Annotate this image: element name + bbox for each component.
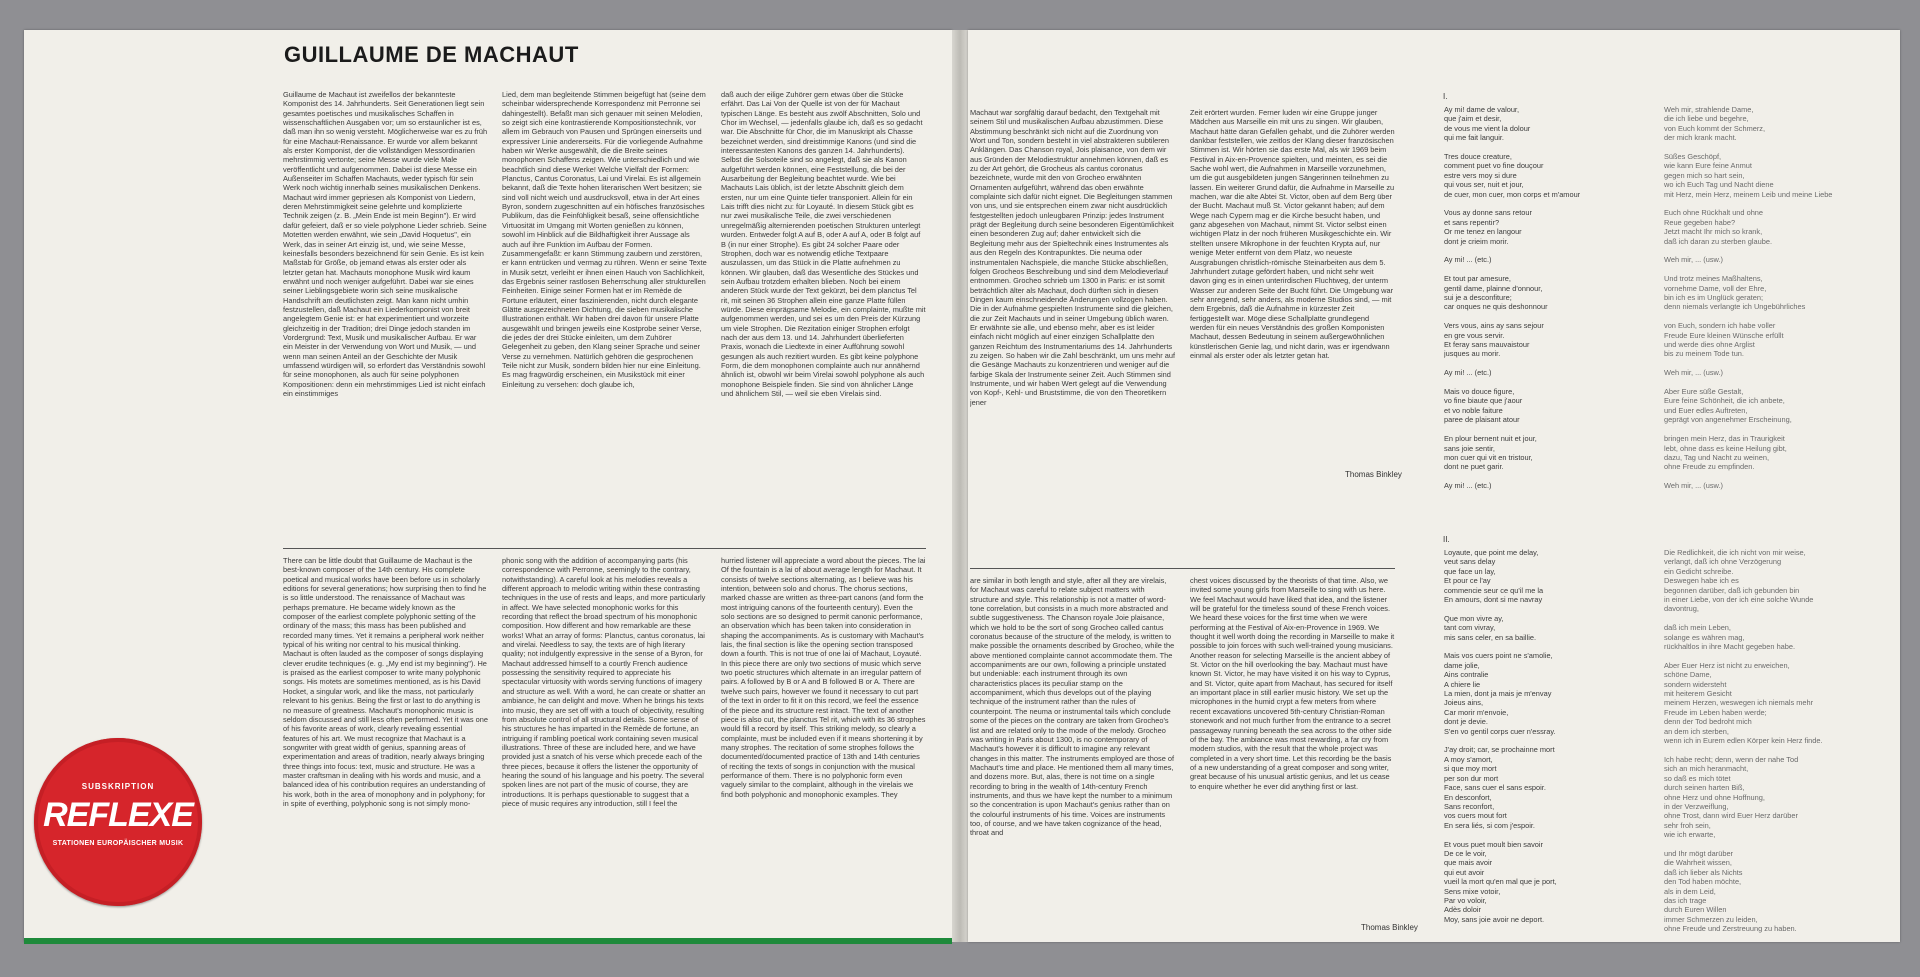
author-signature-german: Thomas Binkley xyxy=(1345,470,1402,479)
poem-line: die Wahrheit wissen, xyxy=(1664,858,1732,868)
german-column-5: Zeit erörtert wurden. Ferner luden wir eine Gruppe junger Mädchen aus Marseille ein mit uns zu singen. Wir glauben, Machaut hätte daran Gefallen gehabt, und die Zuhörer werden dankbar feststellen, wie zeitlos der Klang dieser französischen Stimmen ist. Wir hörten sie das erste Mal, als wir 1969 beim Festival in Aix-en-Provence spielten, und meinten, es sei die Sache wohl wert, die Aufnahmen in Marseille vorzunehmen, um die gut ausgebildeten jungen Sängerinnen teilnehmen zu lassen. Ein weiterer Grund dafür, die Aufnahme in Marseille zu machen, war die alte Abtei St. Victor, oben auf dem Berg über der Bucht. Machaut muß St. Victor gekannt haben; auf dem Wege nach Cypern mag er die Kirche besucht haben, und ganz abgesehen von Machaut, nimmt St. Victor selbst einen wichtigen Platz in der noch früheren Musikgeschichte ein. Wir stellten unsere Mikrophone in der feuchten Krypta auf, nur wenige Meter entfernt von dem Platz, wo neueste Ausgrabungen christlich-römische Steinarbeiten aus dem 5. Jahrhundert zutage gefördert haben, und nicht sehr weit davon ging es in einen unterirdischen Fluchtweg, der unterm Wasser zur anderen Seite der Bucht führt. Die Umgebung war sehr anregend, sehr anders, als moderne Studios sind, — mit dem Ergebnis, daß die Aufnahme in kürzester Zeit fertiggestellt war. Möge diese Schallplatte grundlegend werden für ein neues Verständnis des großen Komponisten Machaut, dessen Bedeutung in seinem außergewöhnlichen künstlerischen Genie lag, und nicht darin, was er irgendwann einmal als erster oder als letzter getan hat. xyxy=(1190,108,1395,360)
poem-line: so daß es mich tötet xyxy=(1664,773,1731,783)
poem-line: Mais vos cuers point ne s'amolie, xyxy=(1444,651,1553,661)
poem-line: Die Redlichkeit, die ich nicht von mir weise, xyxy=(1664,548,1806,557)
poem-line: Und trotz meines Maßhaltens, xyxy=(1664,274,1763,284)
poem-line: Sens mixe votoir, xyxy=(1444,886,1501,896)
poem-line: sich an mich heranmacht, xyxy=(1664,764,1749,774)
poem-line: Jetzt macht Ihr mich so krank, xyxy=(1664,227,1763,237)
poem-line xyxy=(1444,642,1634,651)
poem-line: davontrug, xyxy=(1664,604,1699,614)
poem-line: Süßes Geschöpf, xyxy=(1664,152,1722,162)
poem-line: Weh mir, strahlende Dame, xyxy=(1664,105,1754,114)
poem-line: qui me fait languir. xyxy=(1444,133,1504,143)
poem-1-german xyxy=(1664,105,1894,515)
poem-line: Ay mi! ... (etc.) xyxy=(1444,481,1492,491)
poem-line xyxy=(1664,614,1894,623)
sticker-subscription-label: SUBSKRIPTION xyxy=(81,782,155,791)
poem-line xyxy=(1664,746,1894,755)
poem-line: bin ich es im Unglück geraten; xyxy=(1664,293,1764,303)
english-column-4: are similar in both length and style, after all they are virelais, for Machaut was careful to relate subject matters with structure and style. This relationship is not a matter of word-tone correlation, but consists in a much more abstracted and subtle suggestiveness. The Chanson royale Joie plaisance, which we hold to be the sort of song Grocheo called cantus coronatus because of the structure of the melody, is written to make possible the ornaments described by Grocheo, while the above mentioned complainte cannot accommodate them. The accompaniments are our own, following a principle unstated but undeniable: each instrument through its own characteristics places its peculiar stamp on the accompaniment, which thus develops out of the playing technique of the instrument rather than the rules of counterpoint. The neuma or instrumental tails which conclude some of the pieces on the contrary are taken from Grocheo's list and are related only to the mode of the melody. Grocheo was writing in Paris about 1300, is no contemporary of Machaut's however it is difficult to imagine any relevant changes in this matter. The instruments employed are those of Machaut's time and place. He mentioned them all many times, and dozens more. But, alas, there is not time on a single recording to bring in the wealth of 14th-century French instruments, and thus we have kept the number to a minimum so the concentration is upon Machaut's genius rather than on the colourful instruments of his time. Voices are instruments too, of course, and we have taken cognizance of the head, throat and xyxy=(970,576,1175,838)
poem-line: Moy, sans joie avoir ne deport. xyxy=(1444,914,1545,924)
poem-line: dazu, Tag und Nacht zu weinen, xyxy=(1664,452,1770,462)
reflexe-logo: REFLEXE xyxy=(43,796,193,834)
poem-line: mit Herz, mein Herz, meinem Leib und meine Liebe xyxy=(1664,189,1833,199)
poem-line: ein Gedicht schreibe. xyxy=(1664,566,1734,576)
poem-line: in einer Liebe, von der ich eine solche Wunde xyxy=(1664,595,1814,605)
poem-line: denn der Tod bedroht mich xyxy=(1664,717,1752,727)
poem-line xyxy=(1664,840,1894,849)
poem-line: que mais avoir xyxy=(1444,858,1493,868)
poem-line: mis sans celer, en sa baillie. xyxy=(1444,632,1537,642)
poem-line xyxy=(1444,199,1634,208)
poem-line: Et feray sans mauvaistour xyxy=(1444,340,1530,350)
poem-line: en gre vous servir. xyxy=(1444,330,1505,340)
poem-line: car onques ne quis deshonnour xyxy=(1444,302,1548,312)
poem-line: schöne Dame, xyxy=(1664,670,1712,680)
poem-line: mon cuer qui vit en tristour, xyxy=(1444,452,1533,462)
poem-line: Weh mir, ... (usw.) xyxy=(1664,368,1723,378)
poem-line: geprägt von angenehmer Erscheinung, xyxy=(1664,415,1792,425)
poem-line xyxy=(1444,359,1634,368)
poem-line: Ay mi! ... (etc.) xyxy=(1444,255,1492,265)
poem-line: comment puet vo fine douçour xyxy=(1444,161,1544,171)
poem-line: begonnen darüber, daß ich gebunden bin xyxy=(1664,585,1800,595)
poem-line: sui je a desconfiture; xyxy=(1444,293,1512,303)
poem-line: vueil la mort qu'en mal que je port, xyxy=(1444,877,1557,887)
poem-line: verlangt, daß ich ohne Verzögerung xyxy=(1664,557,1782,567)
poem-line: dont je devie. xyxy=(1444,717,1488,727)
poem-line: Freude Eure kleinen Wünsche erfüllt xyxy=(1664,330,1784,340)
page-title: GUILLAUME DE MACHAUT xyxy=(284,42,579,67)
poem-line: Vous ay donne sans retour xyxy=(1444,208,1532,218)
poem-line xyxy=(1664,378,1894,387)
poem-line: Face, sans cuer el sans espoir. xyxy=(1444,783,1546,793)
section-divider-right xyxy=(970,568,1395,569)
poem-line: et sans repentir? xyxy=(1444,217,1500,227)
poem-line: En amours, dont si me navray xyxy=(1444,595,1543,605)
poem-line: der mich krank macht. xyxy=(1664,133,1737,143)
poem-line: ohne Freude und Zerstreuung zu haben. xyxy=(1664,924,1797,934)
poem-line: wenn ich in Eurem edlen Körper kein Herz finde. xyxy=(1664,736,1823,746)
poem-line: das ich trage xyxy=(1664,895,1707,905)
poem-line xyxy=(1444,312,1634,321)
poem-line xyxy=(1444,378,1634,387)
poem-line: daß ich lieber als Nichts xyxy=(1664,867,1743,877)
poem-line xyxy=(1664,143,1894,152)
poem-line: und Euer edles Auftreten, xyxy=(1664,405,1748,415)
poem-line: daß ich daran zu sterben glaube. xyxy=(1664,236,1773,246)
poem-line: que j'aim et desir, xyxy=(1444,114,1502,124)
poem-line: tant com vivray, xyxy=(1444,623,1496,633)
poem-line xyxy=(1444,472,1634,481)
poem-line xyxy=(1444,265,1634,274)
poem-line: que face un lay, xyxy=(1444,566,1496,576)
poem-line: Ich habe recht; denn, wenn der nahe Tod xyxy=(1664,754,1799,764)
poem-line: dame jolie, xyxy=(1444,660,1480,670)
german-column-3: daß auch der eilige Zuhörer gern etwas über die Stücke erfährt. Das Lai Von der Quelle ist von der für Machaut typischen Länge. Es besteht aus zwölf Abschnitten, Solo und Chor im Wechsel, — jedenfalls glaube ich, daß es so gedacht war. Die Abschnitte für Chor, die im Manuskript als Chasse bezeichnet werden, sind dreistimmige Kanons (und sind die interessantesten Kanons des ganzen 14. Jahrhunderts). Selbst die Solsoteile sind so angelegt, daß sie als Kanon aufgeführt werden können, eine Feststellung, die bei der Ausarbeitung der Begleitung beachtet wurde. Wie bei Machauts Lais üblich, ist der letzte Abschnitt gleich dem ersten, nur um eine Quinte tiefer transponiert. Allein für ein Lais trifft dies nicht zu: für Loyauté. In diesem Stück gibt es nur zwei musikalische Teile, die zwei verschiedenen unregelmäßig alternierenden poetischen Strukturen unterlegt wurden. Entweder folgt A auf B, oder A auf A, oder B folgt auf B (in nur einer Strophe). Es gibt 24 solcher Paare oder Strophen, doch war es notwendig etliche Textpaare auszulassen, um das Stück in die Platte aufnehmen zu können. Wir glauben, daß das Wesentliche des Stückes und sein Aufbau trotzdem erhalten blieben. Noch bei einem anderen Stück wurde der Text gekürzt, bei dem planctus Tel rit, mit seinen 36 Strophen allein eine ganze Platte füllen würde. Diese einprägsame Melodie, ein complainte, mußte mit aufgenommen werden, und sei es um den Preis der Kürzung um viele Strophen. Die Rezitation einiger Strophen erfolgt nach der aus dem 13. und 14. Jahrhundert überlieferten Praxis, wonach die Liedtexte in einer Aufführung sowohl gesungen als auch rezitiert wurden. Es gibt keine polyphone Form, die dem monophonen complainte auch nur annähernd ähnlich ist, obwohl wir beim Virelai sowohl polyphone als auch monophone Beispiele finden. Sie sind von ähnlicher Länge und ähnlichem Stil, — weil sie eben Virelais sind. xyxy=(721,90,926,398)
poem-2-german xyxy=(1664,548,1894,940)
poem-line: A moy s'amort, xyxy=(1444,754,1493,764)
poem-line: gentil dame, plainne d'onnour, xyxy=(1444,283,1543,293)
poem-line: durch Euren Willen xyxy=(1664,905,1727,915)
poem-line: si que moy mort xyxy=(1444,764,1497,774)
poem-line xyxy=(1664,651,1894,660)
poem-line: lebt, ohne dass es keine Heilung gibt, xyxy=(1664,443,1787,453)
poem-line: Weh mir, ... (usw.) xyxy=(1664,255,1723,265)
poem-line xyxy=(1444,143,1634,152)
poem-line: Euch ohne Rückhalt und ohne xyxy=(1664,208,1764,218)
poem-line: qui vous ser, nuit et jour, xyxy=(1444,180,1524,190)
poem-line: rückhaltlos in ihre Macht gegeben habe. xyxy=(1664,642,1796,652)
poem-line: estre vers moy si dure xyxy=(1444,170,1517,180)
right-page xyxy=(968,30,1900,942)
poem-line xyxy=(1664,472,1894,481)
poem-line: vornehme Dame, voll der Ehre, xyxy=(1664,283,1767,293)
poem-line: Deswegen habe ich es xyxy=(1664,576,1739,586)
sticker-series-label: STATIONEN EUROPÄISCHER MUSIK xyxy=(52,840,184,847)
poem-line: jusques au morir. xyxy=(1444,349,1501,359)
section-numeral-2: II. xyxy=(1443,535,1450,544)
poem-line: von Euch, sondern ich habe voller xyxy=(1664,321,1776,331)
poem-line: dont je crieim morir. xyxy=(1444,236,1509,246)
poem-line: und werde dies ohne Arglist xyxy=(1664,340,1755,350)
poem-line: Aber Eure süße Gestalt, xyxy=(1664,387,1744,397)
poem-line: paree de plaisant atour xyxy=(1444,415,1520,425)
poem-line: gegen mich so hart sein, xyxy=(1664,170,1745,180)
poem-line: meinem Herzen, weswegen ich niemals mehr xyxy=(1664,698,1814,708)
poem-line: Adès doloir xyxy=(1444,905,1481,915)
poem-line: vos cuers mout fort xyxy=(1444,811,1507,821)
poem-line xyxy=(1664,425,1894,434)
poem-line: immer Schmerzen zu leiden, xyxy=(1664,914,1758,924)
poem-line: En plour bernent nuit et jour, xyxy=(1444,434,1537,444)
poem-line: Ay mi! dame de valour, xyxy=(1444,105,1520,114)
poem-line: wie ich erwarte, xyxy=(1664,830,1716,840)
poem-line: an dem ich sterben, xyxy=(1664,726,1729,736)
gatefold-crease xyxy=(952,30,968,942)
german-column-2: Lied, dem man begleitende Stimmen beigefügt hat (seine dem scheinbar widersprechende Korrespondenz mit Perronne sei dahingestellt). Befaßt man sich genauer mit seinen Melodien, so zeigt sich eine kontrastierende Kompositionstechnik, vor allem im Gebrauch von Pausen und Sprüngen einerseits und expressiver Linie andererseits. Für die vorliegende Aufnahme haben wir Werke ausgewählt, die die Breite seines monophonen Schaffens zeigen. Wie unterschiedlich und wie beachtlich sind diese Werke! Welche Vielfalt der Formen: Planctus, Cantus Coronatus, Lai und Virelai. Es ist allgemein bekannt, daß die Texte hohen literarischen Wert besitzen; sie sind voll nicht weich und ausdrucksvoll, etwa in der Art eines Byron, sondern zugeschnitten auf ein höfisches französisches Publikum, das die Feinfühligkeit besaß, seine offensichtliche Virtuosität im Umgang mit Worten genießen zu können, sowohl im Hinblick auf die Bildhaftigkeit ihrer Aussage als auch auf ihre Funktion im Aufbau der Formen. Zusammengefaßt: er kann Stimmung zaubern und zerstören, er kann entrücken und vermag zu rühren. Wenn er seine Texte in Musik setzt, verleiht er ihnen einen Hauch von Sachlichkeit, das Ergebnis seiner rastlosen Beherrschung aller strukturellen Feinheiten. Einige seiner Formen hat er im Remède de Fortune erläutert, einer faszinierenden, nicht durch elegante Glätte ausgezeichneten Dichtung, die sieben musikalische Illustrationen enthält. Wir haben drei davon für unsere Platte ausgewählt und bringen jeweils eine Kostprobe seiner Verse, die jedes der drei Stücke einleiten, um dem Zuhörer Gelegenheit zu geben, den Klang seiner Sprache und seiner Verse zu vernehmen. Natürlich gehören die gesprochenen Teile nicht zur Musik, sondern bilden hier nur eine Einleitung. Es mag fragwürdig erscheinen, ein Musikstück mit einer Einleitung zu versehen: doch glaube ich, xyxy=(502,90,707,389)
poem-line xyxy=(1664,265,1894,274)
poem-line: S'en vo gentil corps cuer n'essray. xyxy=(1444,726,1556,736)
poem-line: Loyaute, que point me delay, xyxy=(1444,548,1539,557)
poem-line: denn niemals verlangte ich Ungebührliches xyxy=(1664,302,1806,312)
poem-line: qui eut avoir xyxy=(1444,867,1485,877)
german-column-4: Machaut war sorgfältig darauf bedacht, den Textgehalt mit seinem Stil und musikalischen Aufbau abzustimmen. Diese Abstimmung beschränkt sich nicht auf die Zuordnung von Wort und Ton, sondern besteht in viel abstrakteren subtileren Anklängen. Das Chanson royal, Jois plaisance, von dem wir aus Gründen der Melodiestruktur annehmen können, daß es zu der Art gehört, die Grocheus als cantus coronatus bezeichnete, wurde mit den von Grocheo erwähnten Ornamenten aufgeführt, während das oben erwähnte complainte sich dafür nicht eignet. Die Begleitungen stammen von uns, und sie entsprechen einem zwar nicht ausdrücklich festgestellten jedoch unleugbaren Prinzip: jedes Instrument prägt der Begleitung durch seine besonderen Eigentümlichkeit einen besonderen Zug auf; daher entwickelt sich die Begleitung mehr aus der Spieltechnik eines Instrumentes als aus den Regeln des Kontrapunktes. Die neuma oder instrumentalen Nachspiele, die manche Stücke abschließen, folgen Grocheos Beschreibung und sind dem Melodieverlauf entnommen. Grocheo schrieb um 1300 in Paris: er ist somit beträchtlich älter als Machaut, doch dürften sich in diesen Dingen kaum einschneidende Änderungen vollzogen haben. Die in der Aufnahme gespielten Instrumente sind die gleichen, die zur Zeit Machauts und in seiner Umgebung üblich waren. Er erwähnte sie alle, und ebenso mehr, aber es ist leider einfach nicht möglich auf einer einzigen Schallplatte den ganzen Reichtum des Instrumentariums des 14. Jahrhunderts zu zeigen. So haben wir die Zahl beschränkt, um uns mehr auf die Gesänge Machauts zu konzentrieren und weniger auf die farbige Skala der Instrumente seiner Zeit. Auch Stimmen sind Instrumente, und wir haben Wert gelegt auf die Verwendung von Kopf-, Kehl- und Bruststimme, die von den Theoretikern jener xyxy=(970,108,1175,407)
poem-line: als in dem Leid, xyxy=(1664,886,1716,896)
poem-line xyxy=(1444,425,1634,434)
poem-line: Freude im Leben haben werde; xyxy=(1664,707,1767,717)
reflexe-sticker xyxy=(34,738,202,906)
poem-line: commencie seur ce qu'il me la xyxy=(1444,585,1544,595)
poem-1-french xyxy=(1444,105,1634,515)
poem-line: Reue gegeben habe? xyxy=(1664,217,1736,227)
sleeve-green-edge xyxy=(24,938,952,944)
section-numeral-1: I. xyxy=(1443,92,1448,101)
poem-line: Et tout par amesure, xyxy=(1444,274,1511,284)
poem-line: von Euch kommt der Schmerz, xyxy=(1664,123,1766,133)
poem-line xyxy=(1664,246,1894,255)
english-column-1: There can be little doubt that Guillaume de Machaut is the best-known composer of the 14th century. His complete poetical and musical works have been before us in scholarly editions for several generations; how surprising then to find he is so little understood. The renaissance of Machaut was perhaps premature. He became widely known as the composer of the earliest complete polyphonic setting of the ordinary of the mass; this mass has been published and recorded many times. Yet it remains a peripheral work neither typical of his writing nor central to his musical thinking. Machaut is often lauded as the composer of songs displaying clever erudite techniques (e. g. „My end ist my beginning"). He is praised as the earliest composer to write many polyphonic songs. His motets are sometimes mentioned, as is his David Hocket, a singular work, and like the mass, not particularly relevant to his genius. Being the first or last to do anything is no measure of greatness. Machaut's monophonic music is seldom discussed and still less often performed. Yet it was one of his favorite areas of work, clearly revealing essential features of his art. We must recognize that Machaut is a songwriter with great width of genius, spanning areas of experimentation and areas of tradition, nearly always bringing three things into focus: text, music and structure. He was a master craftsman in dealing with his words and music, and a balanced idea of his contribution requires an understanding of his work, both in the area of monophony and in polyphony; for in spite of everthing, polyphonic song is not simply mono- xyxy=(283,556,488,808)
poem-line: Ains contralie xyxy=(1444,670,1489,680)
poem-line: solange es währen mag, xyxy=(1664,632,1745,642)
poem-line: Sans reconfort, xyxy=(1444,801,1495,811)
english-column-5: chest voices discussed by the theorists of that time. Also, we invited some young girls from Marseille to sing with us here. We feel Machaut would have liked that idea, and the listener will be grateful for the timeless sound of these French voices. We heard these voices for the first time when we were performing at the Festival of Aix-en-Provence in 1969. We thought it well worth doing the recording in Marseille to make it possible to join forces with such well-trained young musicians. Another reason for selecting Marseille is the ancient abbey of St. Victor on the hill overlooking the bay. Machaut must have known St. Victor, he may have visited it on his way to Cyprus, and St. Victor, quite apart from Machaut, has secured for itself an important place in still earlier music history. We set up the microphones in the humid crypt a few meters from where recent excavations uncovered 5th-century Christian-Roman stonework and not much further from the entrance to a secret passageway running beneath the sea across to the other side of the bay. The ambiance was most rewarding, a far cry from modern studios, with the result that the whole project was completed in a very short time. Let this recording be the basis of a new understanding of a great composer and song writer, great because of his unusual artistic genius, and let us cease to enquire whether he ever did anything first or last. xyxy=(1190,576,1395,791)
poem-line xyxy=(1444,830,1634,839)
poem-line: sehr froh sein, xyxy=(1664,820,1711,830)
poem-line: Joieus ains, xyxy=(1444,698,1484,708)
poem-line: Et vous puet moult bien savoir xyxy=(1444,839,1544,849)
poem-line: mit heiterem Gesicht xyxy=(1664,689,1732,699)
poem-line: La mien, dont ja mais je m'envay xyxy=(1444,689,1552,699)
poem-line xyxy=(1444,736,1634,745)
poem-line: den Tod haben möchte, xyxy=(1664,877,1742,887)
poem-line: Car morir m'envoie, xyxy=(1444,707,1509,717)
poem-line: und Ihr mögt darüber xyxy=(1664,848,1734,858)
poem-line: Par vo voloir, xyxy=(1444,895,1487,905)
poem-line: veut sans delay xyxy=(1444,557,1496,567)
poem-line xyxy=(1664,359,1894,368)
poem-line: de vous me vient la dolour xyxy=(1444,123,1531,133)
poem-line: dont ne puet garir. xyxy=(1444,462,1504,472)
poem-line xyxy=(1444,604,1634,613)
poem-line: de cuer, mon cuer, mon corps et m'amour xyxy=(1444,189,1581,199)
poem-line: in der Verzweiflung, xyxy=(1664,801,1729,811)
poem-line: Weh mir, ... (usw.) xyxy=(1664,481,1723,491)
poem-line: per son dur mort xyxy=(1444,773,1499,783)
poem-line: A chiere lie xyxy=(1444,679,1481,689)
poem-line: bringen mein Herz, das in Traurigkeit xyxy=(1664,434,1785,444)
poem-line: En sera liés, si com j'espoir. xyxy=(1444,820,1535,830)
poem-2-french xyxy=(1444,548,1634,940)
poem-line: vo fine biaute que j'aour xyxy=(1444,396,1523,406)
poem-line: durch seinen harten Biß, xyxy=(1664,783,1745,793)
poem-line xyxy=(1664,199,1894,208)
poem-line xyxy=(1664,312,1894,321)
poem-line: Or me tenez en langour xyxy=(1444,227,1522,237)
poem-line xyxy=(1444,246,1634,255)
poem-line: Eure feine Schönheit, die ich anbete, xyxy=(1664,396,1785,406)
poem-line: wie kann Eure feine Anmut xyxy=(1664,161,1752,171)
poem-line: Ay mi! ... (etc.) xyxy=(1444,368,1492,378)
poem-line: daß ich mein Leben, xyxy=(1664,623,1731,633)
poem-line: Aber Euer Herz ist nicht zu erweichen, xyxy=(1664,660,1790,670)
poem-line: Que mon vivre ay, xyxy=(1444,613,1504,623)
english-column-2: phonic song with the addition of accompanying parts (his correspondence with Perronne, seemingly to the contrary, notwithstanding). A careful look at his melodies reveals a different approach to melodic writing within these contrasting techniques in the use of rests and leaps, and more particularly in affect. We have selected monophonic works for this recording that reflect the broad spectrum of his monophonic composition. How different and how remarkable are these works! What an array of forms: Planctus, cantus coronatus, lai and virelai. Needless to say, the texts are of high literary quality; not indulgently expressive in the sense of a Byron, for Machaut addressed himself to a courtly French audience possessing the sensitivity required to appreciate his spectacular virtuosity with words serving functions of imagery and structure as well. With a word, he can create or shatter an ambiance, he can delight and move. When he brings his texts into music, they are set off with a touch of objectivity, resulting from absolute control of all structural details. Some sense of his structures he has imparted in the Remède de fortune, an intriguing if rambling poetical work containing seven musical illustrations. Three of these are included here, and we have provided just a snatch of his verse which precede each of the three pieces, because it offers the listener the opportunity of hearing the sound of his language and his poetry. The several spoken lines are not part of the music of course, they are introductions. It is perhaps questionable to suggest that a piece of music requires any introduction, still I feel the xyxy=(502,556,706,808)
poem-line: En desconfort, xyxy=(1444,792,1492,802)
poem-line: ohne Trost, dann wird Euer Herz darüber xyxy=(1664,811,1798,821)
poem-line: die ich liebe und begehre, xyxy=(1664,114,1749,124)
poem-line: bis zu meinem Tode tun. xyxy=(1664,349,1744,359)
english-column-3: hurried listener will appreciate a word about the pieces. The lai Of the fountain is a lai of about average length for Machaut. It consists of twelve sections alternating, as I believe was his intention, between solo and chorus. The chorus sections, marked chasse are written as three-part canons (and form the most intriguing canons of the fourteenth century). Even the solo sections are so designed to permit canonic performance, an observation which has been taken into consideration in shaping the accompaniments. As is customary with Machaut's lais, the final section is like the opening section transposed down a fourth. This is not true of one lai of Machaut, Loyauté. In this piece there are only two sections of music which serve two poetic structures which alternate in an irregular pattern of pairs. A followed by B or A and B followed B or A. There are twelve such pairs, however we found it necessary to cut part of the text in order to fit it on this record, we feel the essence of the piece and its structure rest intact. The text of another piece is also cut, the planctus Tel rit, which with its 36 strophes would fill a record by itself. This striking melody, so clearly a complainte, must be included even if it means shortening it by many strophes. The recitation of some strophes follows the documented/documented practice of 13th and 14th centuries of reciting the texts of songs in conjunction with the musical performance of them. There is no polyphonic form even vaguely similar to the complaint, although in the virelais we find both polyphonic and monophonic examples. They xyxy=(721,556,926,799)
section-divider xyxy=(283,548,926,549)
poem-line: ohne Freude zu empfinden. xyxy=(1664,462,1755,472)
poem-line: sondern widersteht xyxy=(1664,679,1727,689)
poem-line: ohne Herz und ohne Hoffnung, xyxy=(1664,792,1765,802)
poem-line: Tres douce creature, xyxy=(1444,152,1512,162)
author-signature-english: Thomas Binkley xyxy=(1361,923,1418,932)
german-column-1: Guillaume de Machaut ist zweifellos der bekannteste Komponist des 14. Jahrhunderts. Seit Generationen liegt sein gesamtes poetisches und musikalisches Schaffen in wissenschaftlichen Ausgaben vor; um so erstaunlicher ist es, daß man ihn so wenig versteht. Möglicherweise war es zu früh für eine Machaut-Renaissance. Er wurde vor allem bekannt als erster Komponist, der die vollständigen Messordinarien mehrstimmig vertonte; seine Messe wurde viele Male veröffentlicht und aufgenommen. Dabei ist diese Messe ein Außenseiter im Schaffen Machauts, weder typisch für sein Werk noch wichtig innerhalb seines musikalischen Denkens. Machaut wird immer gepriesen als Komponist von Liedern, deren Mehrstimmigkeit seine gelehrte und komplizierte Technik zeigen (z. B. „Mein Ende ist mein Beginn"). Er wird dafür gefeiert, daß er so viele polyphone Lieder schrieb. Seine Motetten werden erwähnt, wie sein „David Hoquetus", ein Werk, das in seiner Art einzig ist, und, wie seine Messe, keinesfalls besonders bezeichnend für sein Genie. Es ist kein Maßstab für Größe, ob jemand etwas als erster oder als letzter getan hat. Machauts monophone Musik wird kaum erwähnt und noch weniger aufgeführt. Dabei war sie eines seiner Lieblingsgebiete worin sich seine musikalische Handschrift am deutlichsten zeigt. Man kann nicht umhin festzustellen, daß Machaut ein Liederkomponist von breit angelegtem Genie ist: er hat experimentiert und worzeite gleichzeitig in der Tradition; drei Dinge jedoch standen im Vordergrund: Text, Musik und musikalischer Aufbau. Er war ein Meister in der Verwendung von Wort und Musik, — und wenn man seinen Anteil an der Geschichte der Musik umfassend würdigen will, so erfordert das Verständnis sowohl für seine monophonen, als auch für seine polyphonen Kompositionen: denn ein mehrstimmiges Lied ist nicht einfach ein einstimmiges xyxy=(283,90,488,398)
poem-line: Mais vo douce figure, xyxy=(1444,387,1515,397)
poem-line: De ce le voir, xyxy=(1444,848,1487,858)
poem-line: Vers vous, ains ay sans sejour xyxy=(1444,321,1544,331)
poem-line: Et pour ce l'ay xyxy=(1444,576,1491,586)
poem-line: wo ich Euch Tag und Nacht diene xyxy=(1664,180,1774,190)
poem-line: sans joie sentir, xyxy=(1444,443,1495,453)
poem-line: J'ay droit; car, se prochainne mort xyxy=(1444,745,1555,755)
poem-line: et vo noble faiture xyxy=(1444,405,1503,415)
